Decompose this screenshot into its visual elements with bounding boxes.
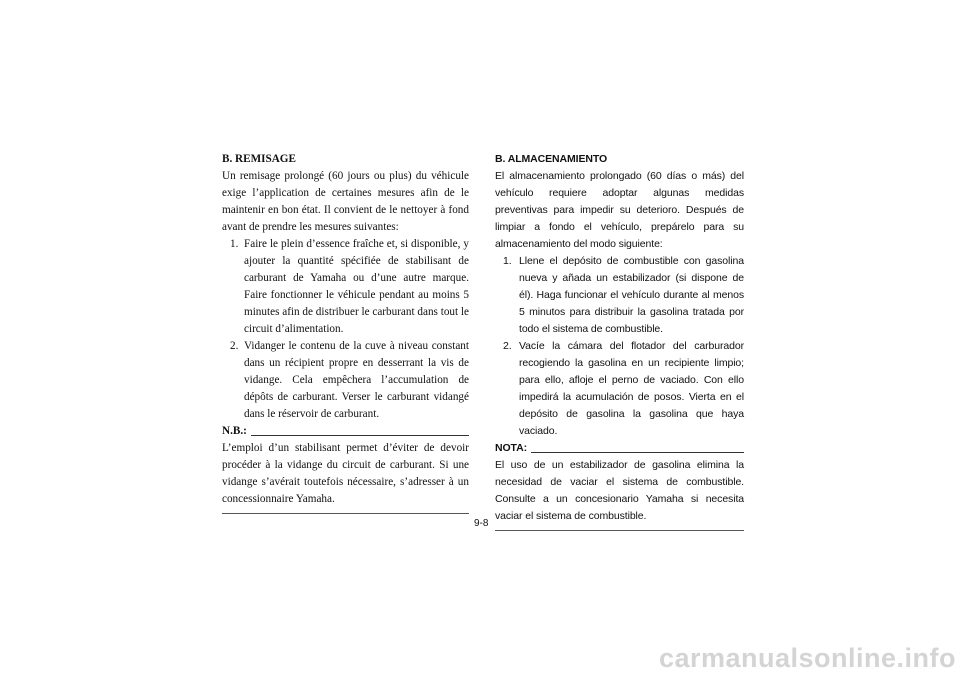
steps-list-fr bbox=[222, 236, 469, 423]
list-item bbox=[222, 236, 469, 338]
step-number: 2. bbox=[503, 340, 512, 352]
note-header-fr bbox=[222, 423, 469, 440]
note-rule bbox=[251, 435, 469, 436]
french-column bbox=[222, 151, 469, 514]
step-number: 1. bbox=[503, 255, 512, 267]
step-text: Faire le plein d’essence fraîche et, si disponible, y ajouter la quantité spécifiée de stabilisant de carburant de Yamaha ou d’une autre marque. Faire fonctionner le véhicule pendant au moins 5 minutes afin de distribuer le carburant dans tout le circuit d’alimentation. bbox=[244, 238, 469, 335]
note-end-rule bbox=[495, 530, 744, 531]
step-text: Vidanger le contenu de la cuve à niveau constant dans un récipient propre en desserrant la vis de vidange. Cela empêchera l’accumulation de dépôts de carburant. Verser le carburant vidangé dans le réservoir de carburant. bbox=[244, 340, 469, 420]
steps-list-es bbox=[495, 253, 744, 440]
step-number: 1. bbox=[230, 238, 239, 250]
note-header-es bbox=[495, 440, 744, 457]
spanish-column bbox=[495, 151, 744, 531]
intro-paragraph-fr: Un remisage prolongé (60 jours ou plus) du véhicule exige l’application de certaines mesures afin de le maintenir en bon état. Il convient de le nettoyer à fond avant de prendre les mesures suivantes: bbox=[222, 170, 469, 233]
note-text-es: El uso de un estabilizador de gasolina elimina la necesidad de vaciar el sistema de combustible. Consulte a un concesionario Yamaha si necesita vaciar el sistema de combustible. bbox=[495, 459, 744, 522]
note-end-rule bbox=[222, 513, 469, 514]
note-rule bbox=[531, 452, 744, 453]
list-item bbox=[222, 338, 469, 423]
watermark: carmanualsonline.info bbox=[658, 643, 956, 673]
note-label-fr: N.B.: bbox=[222, 425, 247, 437]
note-label-es: NOTA: bbox=[495, 442, 527, 454]
note-text-fr: L’emploi d’un stabilisant permet d’éviter de devoir procéder à la vidange du circuit de carburant. Si une vidange s’avérait toutefois nécessaire, s’adresser à un concessionnaire Yamaha. bbox=[222, 442, 469, 505]
page-number: 9-8 bbox=[474, 518, 489, 529]
intro-paragraph-es: El almacenamiento prolongado (60 días o más) del vehículo requiere adoptar algunas medidas preventivas para impedir su deterioro. Después de limpiar a fondo el vehículo, prepárelo para su almacenamiento del modo siguiente: bbox=[495, 170, 744, 250]
section-heading-fr: B. REMISAGE bbox=[222, 153, 296, 165]
list-item bbox=[495, 253, 744, 338]
step-number: 2. bbox=[230, 340, 239, 352]
section-heading-es: B. ALMACENAMIENTO bbox=[495, 153, 608, 165]
step-text: Vacíe la cámara del flotador del carburador recogiendo la gasolina en un recipiente limpio; para ello, afloje el perno de vaciado. Con ello impedirá la acumulación de posos. Vierta en el depósito de gasolina la gasolina que haya vaciado. bbox=[519, 340, 744, 437]
step-text: Llene el depósito de combustible con gasolina nueva y añada un estabilizador (si dispone de él). Haga funcionar el vehículo durante al menos 5 minutos para distribuir la gasolina tratada por todo el sistema de combustible. bbox=[519, 255, 744, 335]
list-item bbox=[495, 338, 744, 440]
